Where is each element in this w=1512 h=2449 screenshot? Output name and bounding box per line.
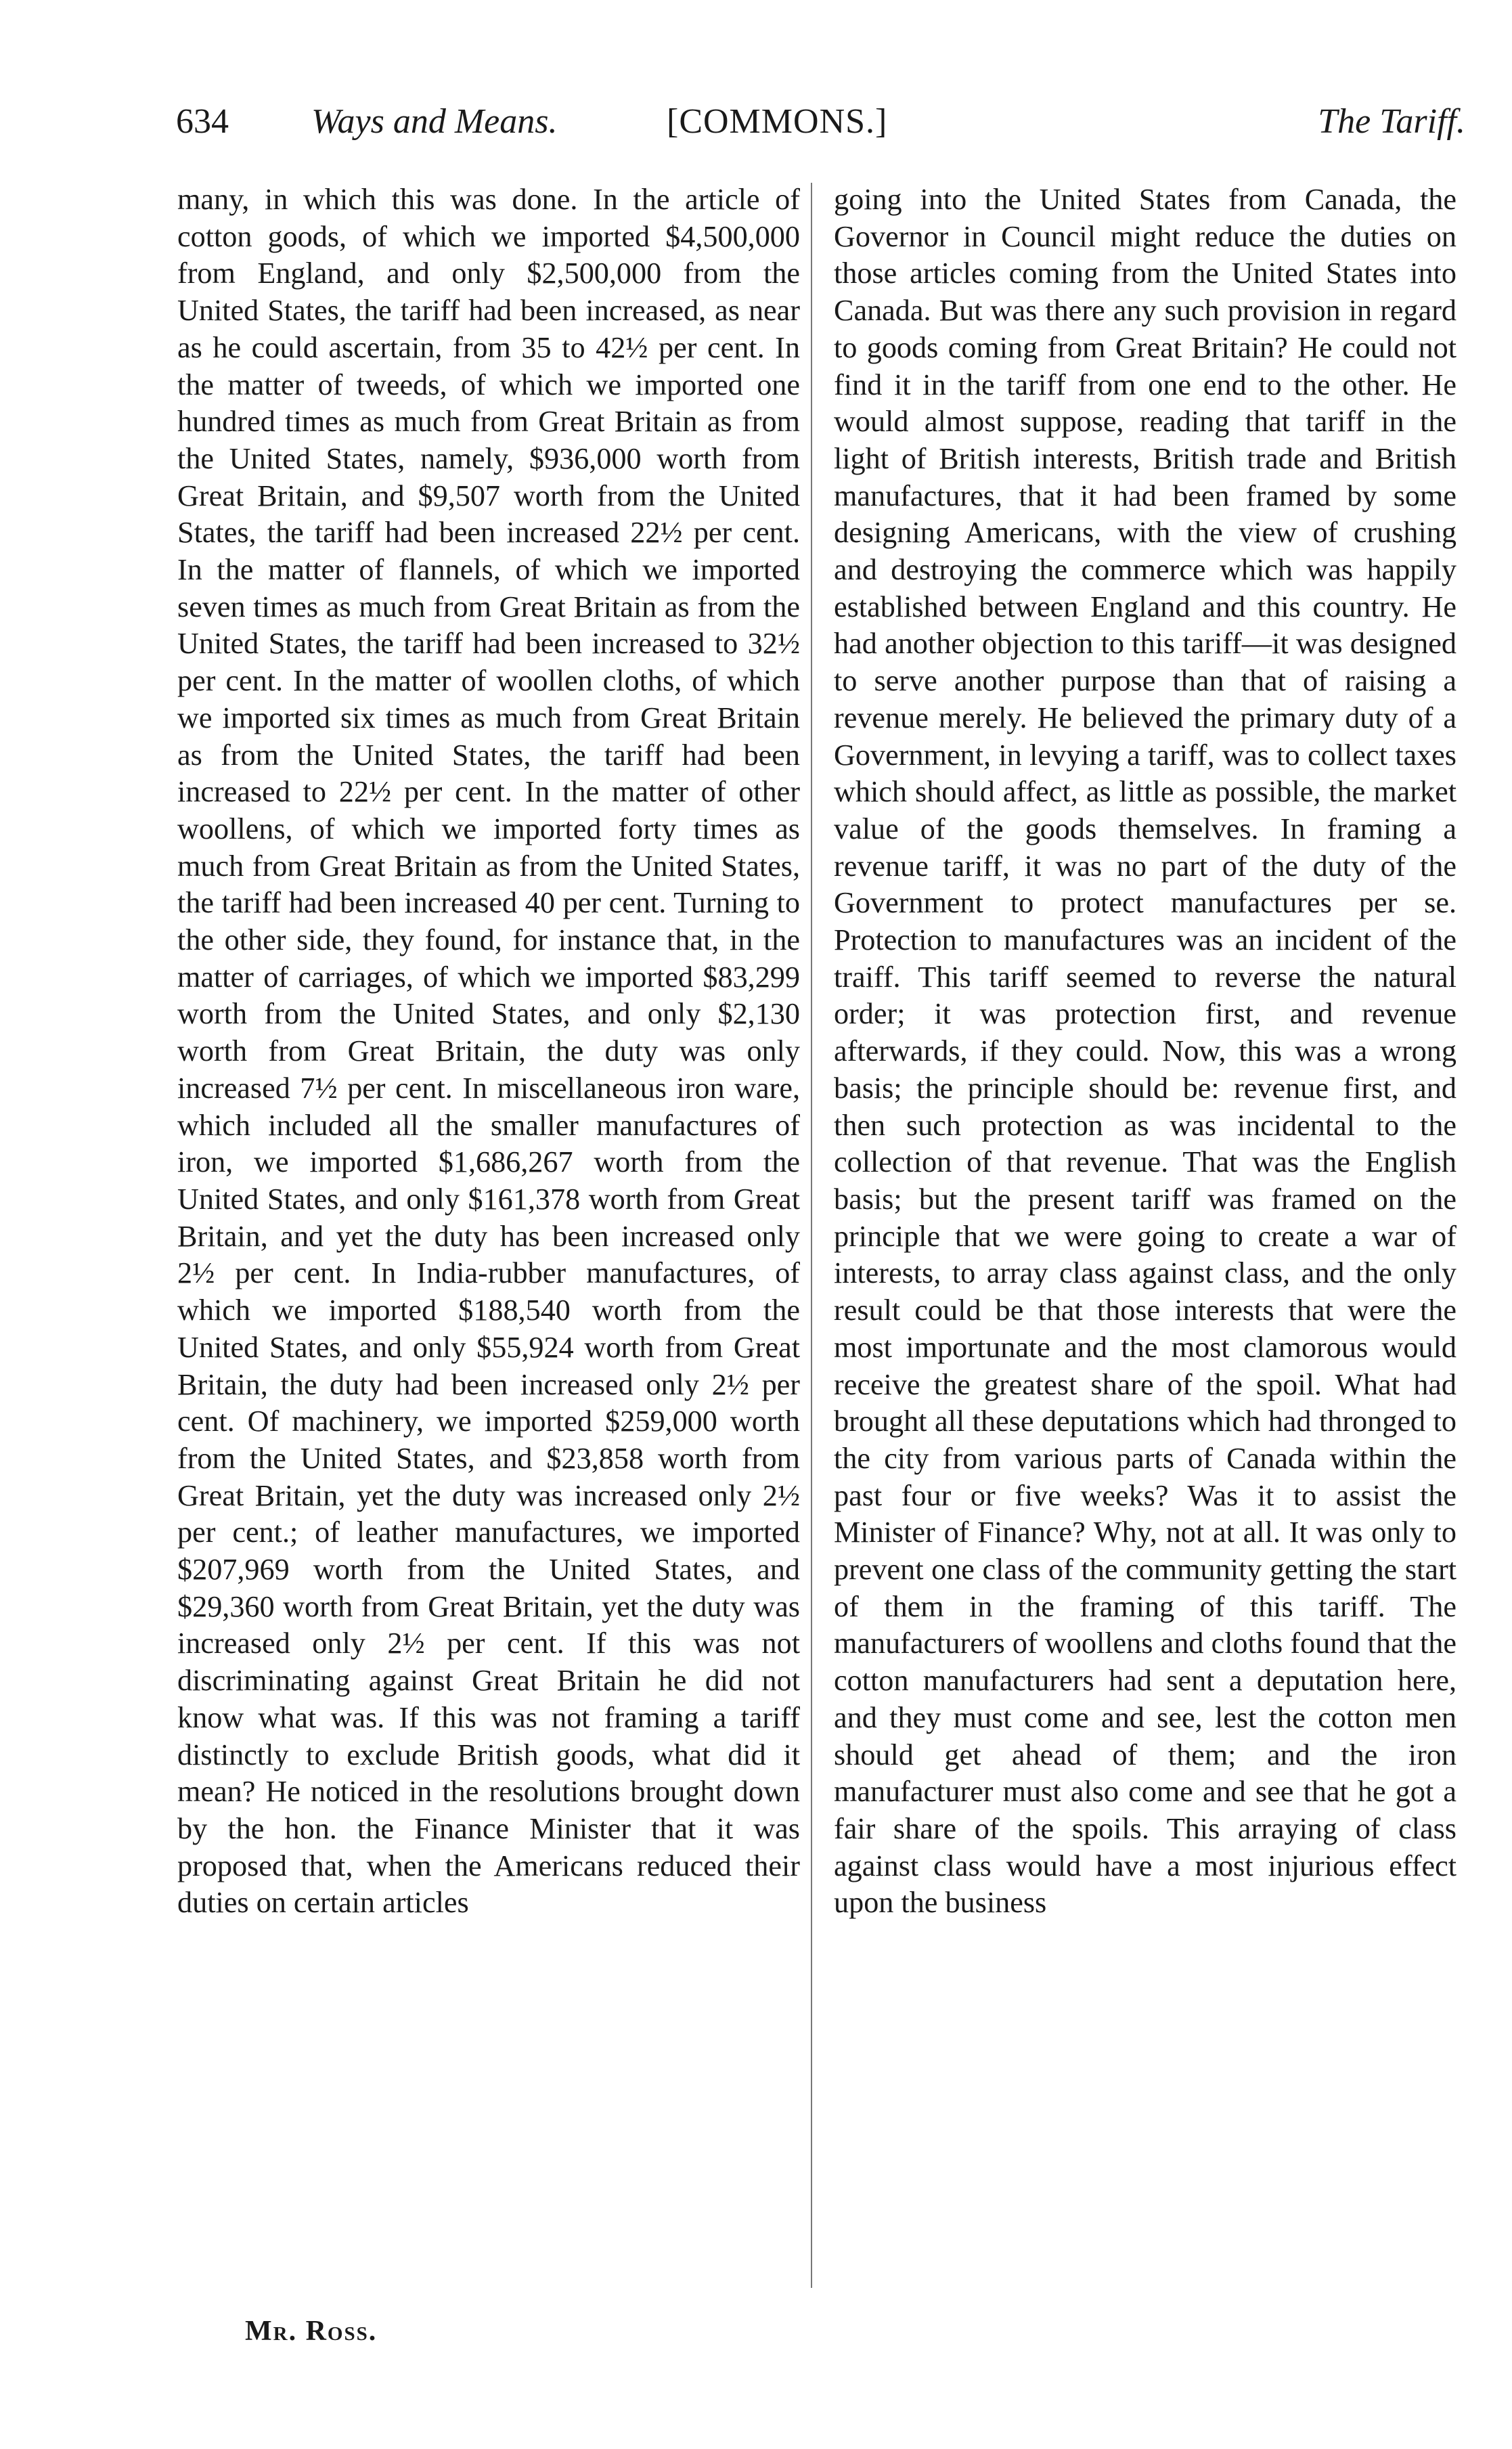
left-column	[177, 181, 800, 1922]
page-number: 634	[176, 102, 229, 141]
house-title: [COMMONS.]	[667, 102, 888, 141]
left-column-text: many, in which this was done. In the article of cotton goods, of which we imported $4,500,000 from England, and only $2,500,000 from the United States, the tariff had been increased, as near as he could ascertain, from 35 to 42½ per cent. In the matter of tweeds, of which we imported one hundred times as much from Great Britain as from the United States, namely, $936,000 worth from Great Britain, and $9,507 worth from the United States, the tariff had been increased 22½ per cent. In the matter of flannels, of which we imported seven times as much from Great Britain as from the United States, the tariff had been increased to 32½ per cent. In the matter of woollen cloths, of which we imported six times as much from Great Britain as from the United States, the tariff had been increased to 22½ per cent. In the matter of other woollens, of which we imported forty times as much from Great Britain as from the United States, the tariff had been increased 40 per cent. Turning to the other side, they found, for instance that, in the matter of carriages, of which we imported $83,299 worth from the United States, and only $2,130 worth from Great Britain, the duty was only increased 7½ per cent. In miscellaneous iron ware, which included all the smaller manufactures of iron, we imported $1,686,267 worth from the United States, and only $161,378 worth from Great Britain, and yet the duty has been increased only 2½ per cent. In India-rubber manufactures, of which we imported $188,540 worth from the United States, and only $55,924 worth from Great Britain, the duty had been increased only 2½ per cent. Of machinery, we imported $259,000 worth from the United States, and $23,858 worth from Great Britain, yet the duty was increased only 2½ per cent.; of leather manufactures, we imported $207,969 worth from the United States, and $29,360 worth from Great Britain, yet the duty was increased only 2½ per cent. If this was not discriminating against Great Britain he did not know what was. If this was not framing a tariff distinctly to exclude British goods, what did it mean? He noticed in the resolutions brought down by the hon. the Finance Minister that it was proposed that, when the Americans reduced their duties on certain articles	[177, 183, 800, 1920]
topic-title: The Tariff.	[1318, 102, 1465, 141]
right-column	[834, 181, 1457, 1922]
right-column-text: going into the United States from Canada, the Governor in Council might reduce the duties on those articles coming from the United States into Canada. But was there any such provision in regard to goods coming from Great Britain? He could not find it in the tariff from one end to the other. He would almost suppose, reading that tariff in the light of British interests, British trade and British manufactures, that it had been framed by some designing Americans, with the view of crushing and destroying the commerce which was happily established between England and this country. He had another objection to this tariff—it was designed to serve another purpose than that of raising a revenue merely. He believed the primary duty of a Government, in levying a tariff, was to collect taxes which should affect, as little as possible, the market value of the goods themselves. In framing a revenue tariff, it was no part of the duty of the Government to protect manufactures per se. Protection to manufactures was an incident of the traiff. This tariff seemed to reverse the natural order; it was protection first, and revenue afterwards, if they could. Now, this was a wrong basis; the principle should be: revenue first, and then such protection as was incidental to the collection of that revenue. That was the English basis; but the present tariff was framed on the principle that we were going to create a war of interests, to array class against class, and the only result could be that those interests that were the most importunate and the most clamorous would receive the greatest share of the spoil. What had brought all these deputations which had thronged to the city from various parts of Canada within the past four or five weeks? Was it to assist the Minister of Finance? Why, not at all. It was only to prevent one class of the community getting the start of them in the framing of this tariff. The manufacturers of woollens and cloths found that the cotton manufacturers had sent a deputation here, and they must come and see, lest the cotton men should get ahead of them; and the iron manufacturer must also come and see that he got a fair share of the spoils. This arraying of class against class would have a most injurious effect upon the business	[834, 183, 1457, 1920]
section-title: Ways and Means.	[311, 102, 558, 141]
column-divider	[811, 183, 812, 2288]
running-header	[176, 102, 1465, 156]
speaker-catchword: Mr. Ross.	[245, 2316, 378, 2347]
